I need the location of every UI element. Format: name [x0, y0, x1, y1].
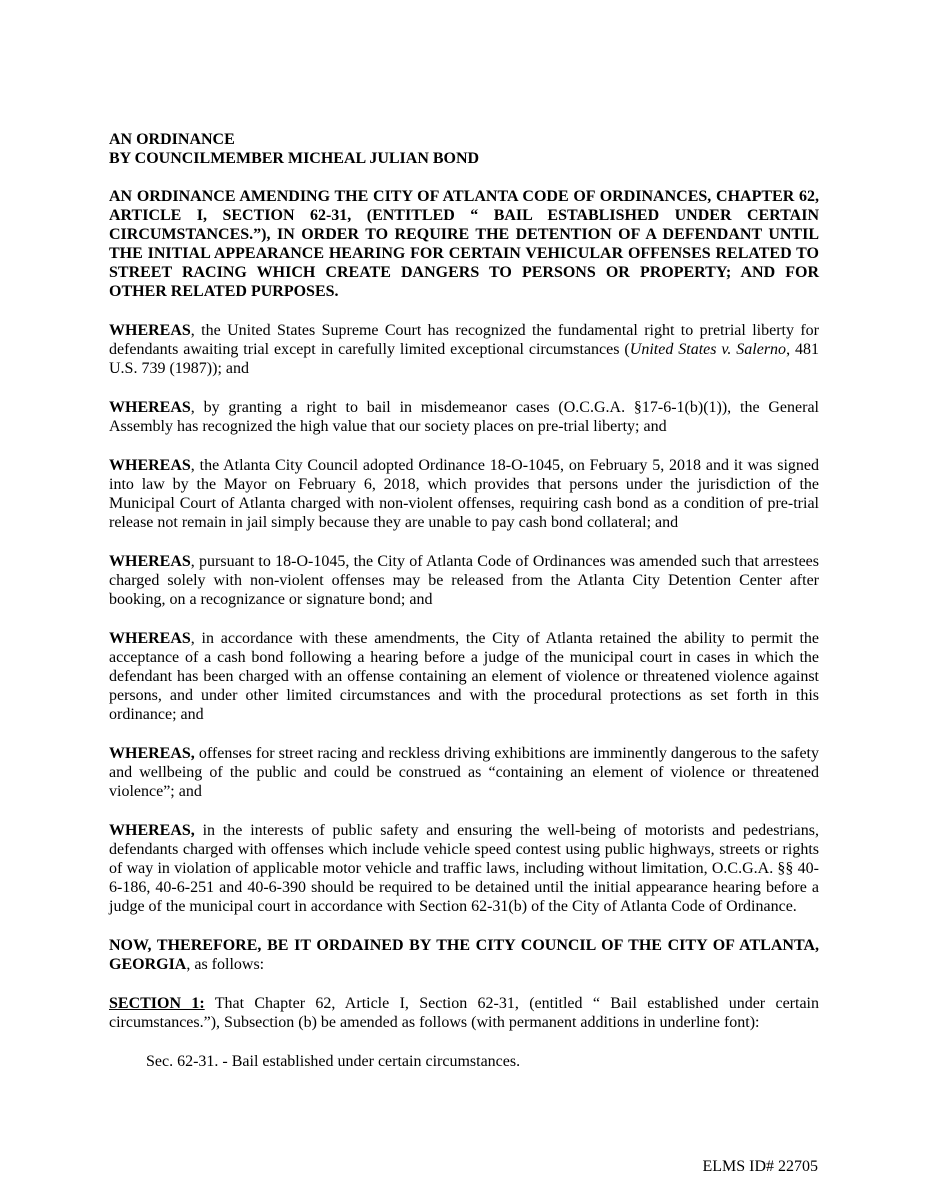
- whereas-lead: WHEREAS: [109, 399, 191, 416]
- whereas-text: in the interests of public safety and ensuring the well-being of motorists and pedestrians, defendants charged with offenses which include vehicle speed contest using public highways, streets or rights of way in violation of applicable motor vehicle and traffic laws, including without limitation, O.C.G.A. §§ 40-6-186, 40-6-251 and 40-6-390 should be required to be detained until the initial appearance hearing before a judge of the municipal court in accordance with Section 62-31(b) of the City of Atlanta Code of Ordinance.: [109, 822, 819, 915]
- section-1-label: SECTION 1:: [109, 995, 205, 1012]
- subsection-heading: Sec. 62-31. - Bail established under certain circumstances.: [146, 1053, 521, 1070]
- whereas-paragraph-5: [109, 629, 819, 724]
- case-citation: United States v. Salerno: [629, 341, 787, 358]
- whereas-lead: WHEREAS: [109, 630, 191, 647]
- whereas-text: , 481 U.S. 739 (1987)); and: [109, 341, 820, 377]
- whereas-text: offenses for street racing and reckless driving exhibitions are imminently dangerous to the safety and wellbeing of the public and could be construed as “containing an element of violence or threatened violence”; and: [109, 745, 819, 800]
- ordaining-clause-bold: NOW, THEREFORE, BE IT ORDAINED BY THE CITY COUNCIL OF THE CITY OF ATLANTA, GEORGIA: [109, 937, 819, 973]
- whereas-text: , the Atlanta City Council adopted Ordinance 18-O-1045, on February 5, 2018 and it was signed into law by the Mayor on February 6, 2018, which provides that persons under the jurisdiction of the Municipal Court of Atlanta charged with non-violent offenses, requiring cash bond as a condition of pre-trial release not remain in jail simply because they are unable to pay cash bond collateral; and: [109, 457, 819, 531]
- section-1-paragraph: [109, 994, 819, 1032]
- whereas-paragraph-3: [109, 456, 819, 532]
- header-line-sponsor: BY COUNCILMEMBER MICHEAL JULIAN BOND: [109, 150, 480, 167]
- whereas-text: , by granting a right to bail in misdemeanor cases (O.C.G.A. §17-6-1(b)(1)), the General Assembly has recognized the high value that our society places on pre-trial liberty; and: [109, 399, 819, 435]
- ordinance-page: [109, 130, 819, 1071]
- section-1-text: That Chapter 62, Article I, Section 62-31, (entitled “ Bail established under certain circumstances.”), Subsection (b) be amended as follows (with permanent additions in underline font):: [109, 995, 819, 1031]
- whereas-text: , the United States Supreme Court has recognized the fundamental right to pretrial liberty for defendants awaiting trial except in carefully limited exceptional circumstances (: [109, 322, 819, 358]
- ordinance-title: AN ORDINANCE AMENDING THE CITY OF ATLANTA CODE OF ORDINANCES, CHAPTER 62, ARTICLE I, SECTION 62-31, (ENTITLED “ BAIL ESTABLISHED UNDER CERTAIN CIRCUMSTANCES.”), IN ORDER TO REQUIRE THE DETENTION OF A DEFENDANT UNTIL THE INITIAL APPEARANCE HEARING FOR CERTAIN VEHICULAR OFFENSES RELATED TO STREET RACING WHICH CREATE DANGERS TO PERSONS OR PROPERTY; AND FOR OTHER RELATED PURPOSES.: [109, 188, 819, 300]
- whereas-lead: WHEREAS: [109, 322, 191, 339]
- whereas-paragraph-4: [109, 552, 819, 609]
- whereas-paragraph-1: [109, 321, 819, 378]
- whereas-text: , in accordance with these amendments, the City of Atlanta retained the ability to permit the acceptance of a cash bond following a hearing before a judge of the municipal court in cases in which the defendant has been charged with an offense containing an element of violence or threatened violence against persons, and under other limited circumstances and with the procedural protections as set forth in this ordinance; and: [109, 630, 819, 723]
- ordaining-clause-rest: , as follows:: [186, 956, 265, 973]
- whereas-lead: WHEREAS,: [109, 822, 195, 839]
- header-line-ordinance: AN ORDINANCE: [109, 131, 235, 148]
- whereas-text: , pursuant to 18-O-1045, the City of Atlanta Code of Ordinances was amended such that arrestees charged solely with non-violent offenses may be released from the Atlanta City Detention Center after booking, on a recognizance or signature bond; and: [109, 553, 819, 608]
- elms-id-footer: ELMS ID# 22705: [702, 1158, 818, 1175]
- whereas-lead: WHEREAS: [109, 553, 191, 570]
- whereas-paragraph-2: [109, 398, 819, 436]
- ordaining-clause: [109, 936, 819, 974]
- whereas-paragraph-7: [109, 821, 819, 916]
- whereas-lead: WHEREAS,: [109, 745, 195, 762]
- whereas-lead: WHEREAS: [109, 457, 191, 474]
- whereas-paragraph-6: [109, 744, 819, 801]
